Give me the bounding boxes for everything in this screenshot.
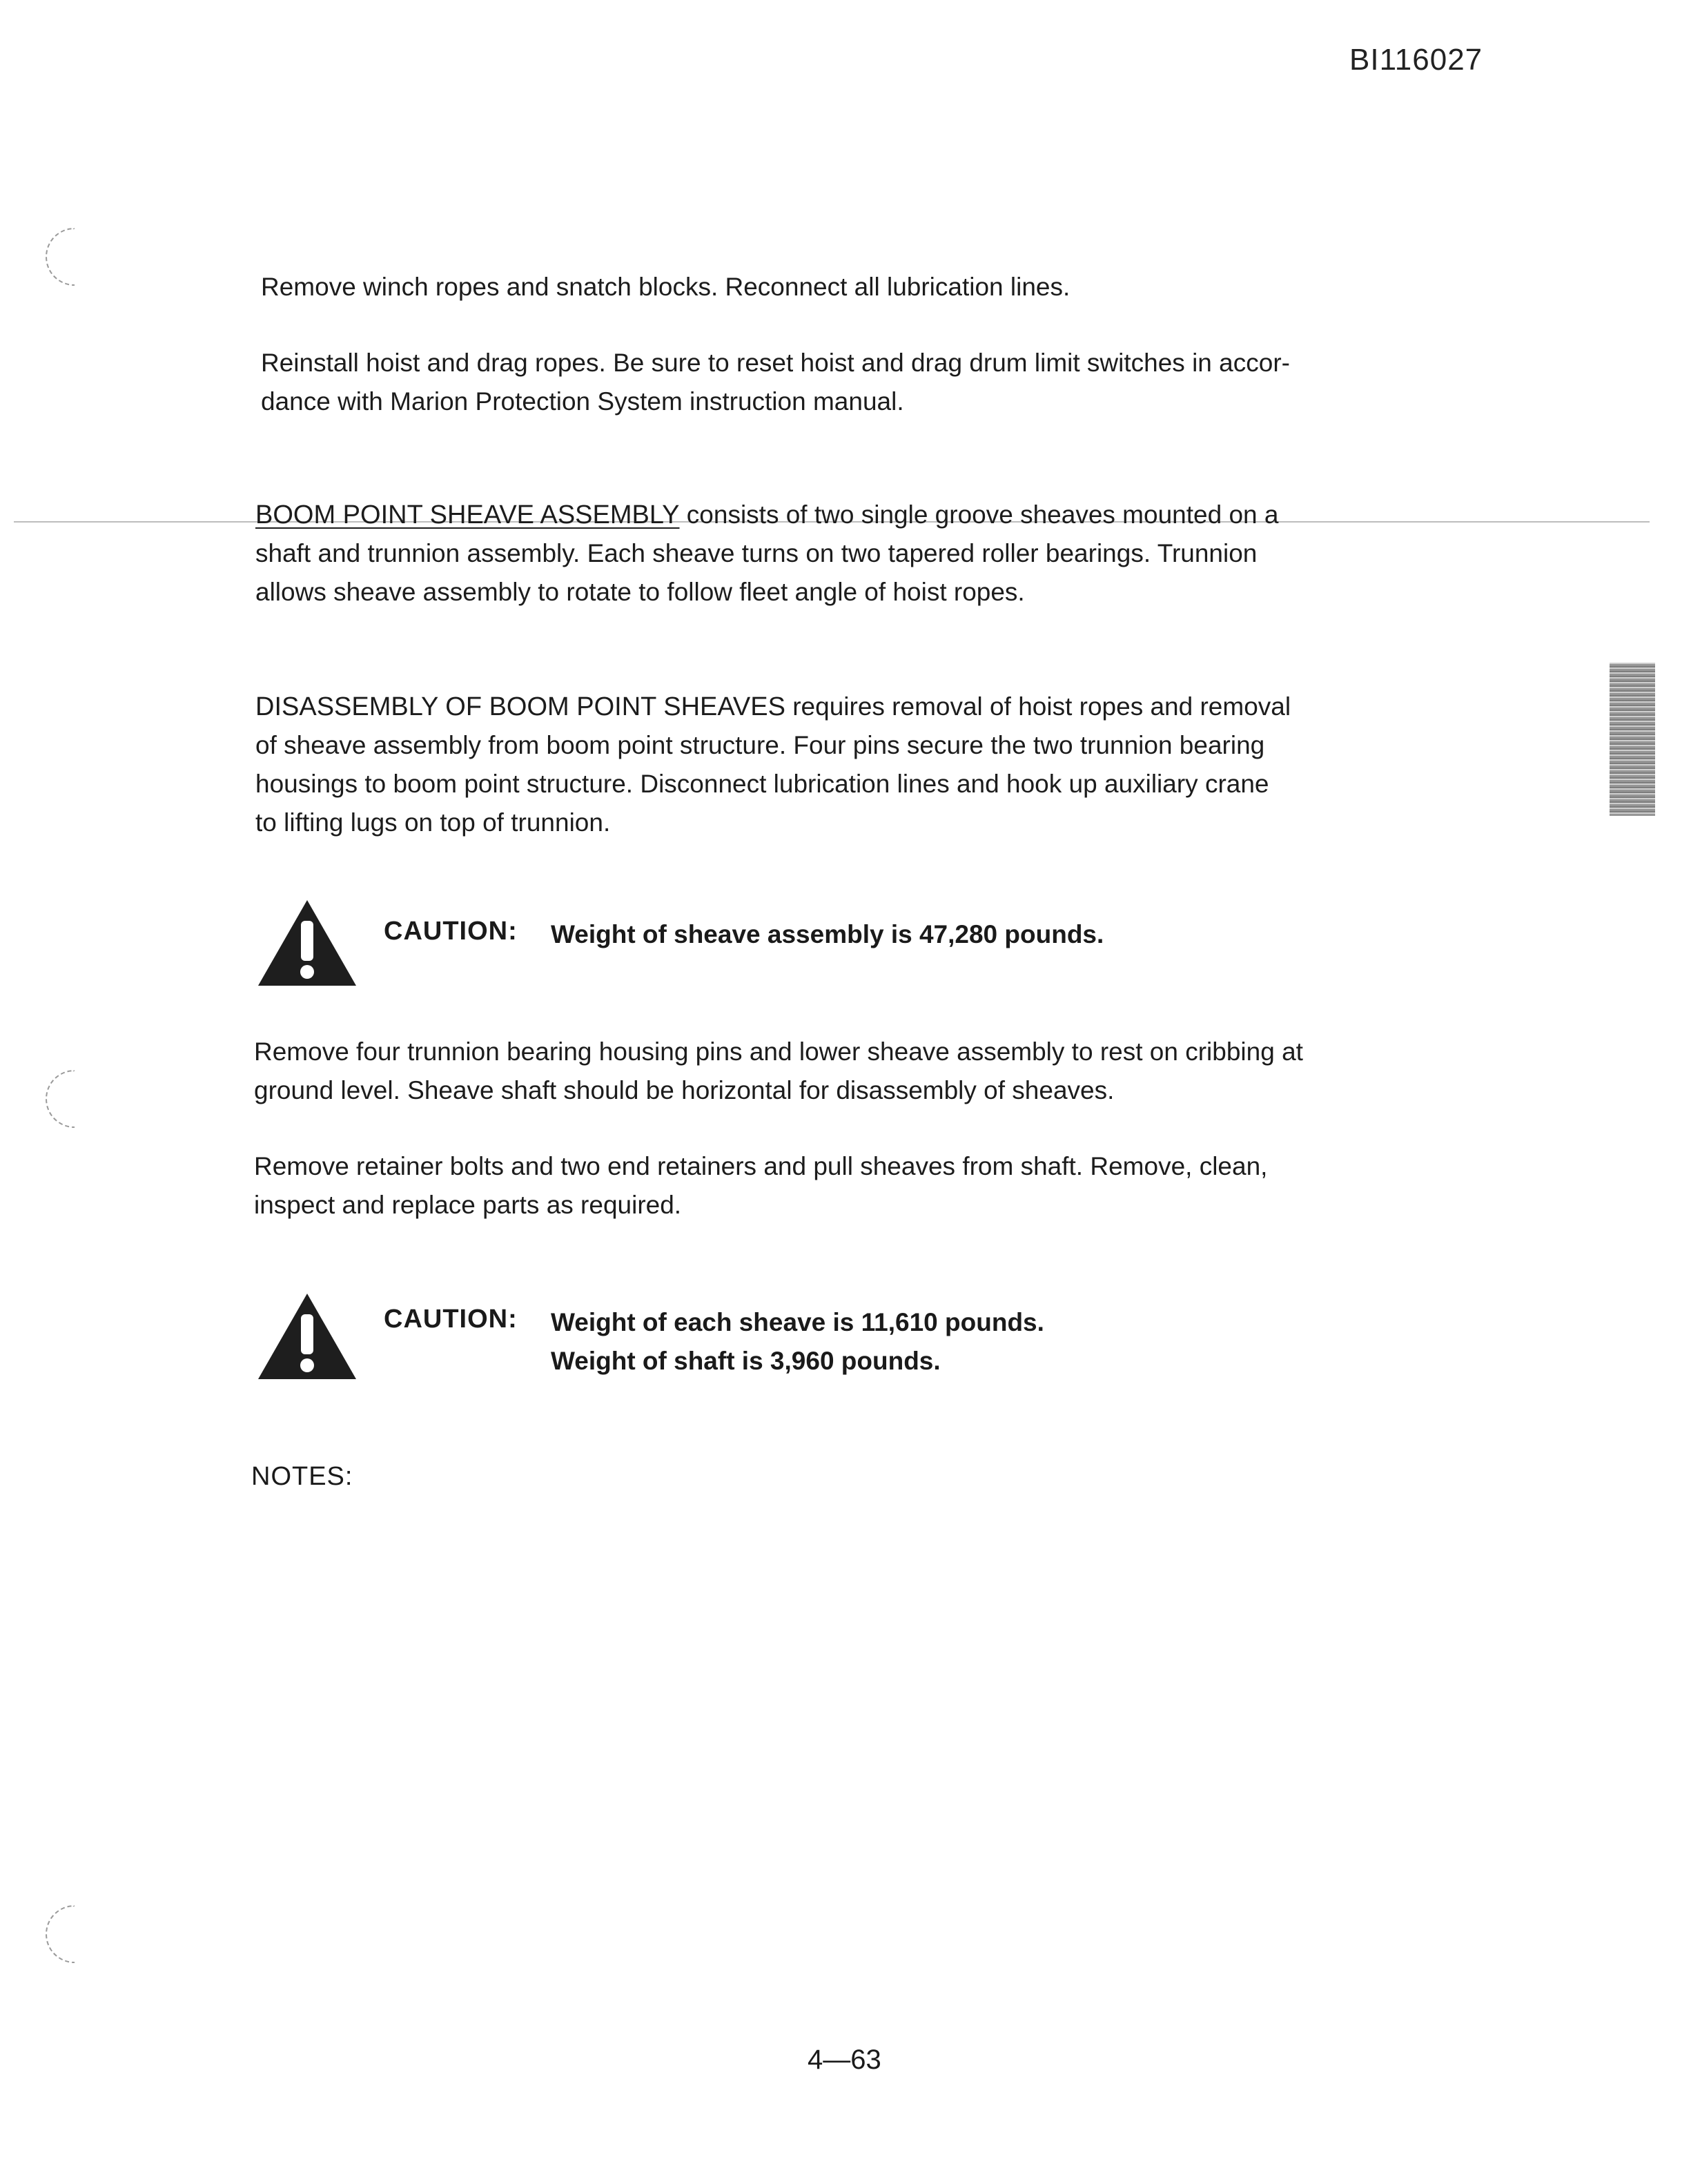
- text-line: shaft and trunnion assembly. Each sheave turns on two tapered roller bearings. Trunnion: [255, 539, 1258, 567]
- binder-hole-bottom: [46, 1905, 75, 1963]
- warning-triangle-icon: [255, 897, 359, 988]
- page-number: 4—63: [808, 2045, 881, 2075]
- text-run: requires removal of hoist ropes and removal: [785, 692, 1291, 721]
- text-line: [255, 496, 1278, 534]
- caution-text-line: Weight of each sheave is 11,610 pounds.: [551, 1308, 1044, 1336]
- text-line: to lifting lugs on top of trunnion.: [255, 808, 611, 837]
- document-id: BI116027: [1349, 43, 1483, 77]
- caution-text-line: Weight of sheave assembly is 47,280 pounds.: [551, 920, 1104, 948]
- text-line: housings to boom point structure. Disconnect lubrication lines and hook up auxiliary crane: [255, 770, 1269, 798]
- binder-hole-top: [46, 228, 75, 286]
- page-edge-tab-mark: [1610, 663, 1655, 816]
- paragraph-boom-point-sheave-assembly: [255, 496, 1278, 612]
- paragraph-disassembly-boom-point-sheaves: [255, 688, 1291, 842]
- caution-block-sheave-assembly: [255, 897, 1429, 994]
- paragraph-remove-trunnion-pins: [254, 1033, 1303, 1110]
- text-line: Remove four trunnion bearing housing pins and lower sheave assembly to rest on cribbing at: [254, 1037, 1303, 1066]
- paragraph-reconnect-lubrication: [261, 268, 1070, 306]
- warning-triangle-icon: [255, 1291, 359, 1382]
- caution-text-line: Weight of shaft is 3,960 pounds.: [551, 1347, 941, 1375]
- text-line: Remove retainer bolts and two end retainers and pull sheaves from shaft. Remove, clean,: [254, 1152, 1268, 1180]
- section-heading-boom-point-sheave-assembly: BOOM POINT SHEAVE ASSEMBLY: [255, 500, 680, 529]
- text-line: Reinstall hoist and drag ropes. Be sure to reset hoist and drag drum limit switches in accor-: [261, 349, 1290, 377]
- caution-label: CAUTION:: [384, 917, 518, 946]
- text-run: consists of two single groove sheaves mounted on a: [679, 500, 1279, 529]
- text-line: ground level. Sheave shaft should be horizontal for disassembly of sheaves.: [254, 1076, 1115, 1104]
- text-line: Remove winch ropes and snatch blocks. Reconnect all lubrication lines.: [261, 273, 1071, 301]
- caution-label: CAUTION:: [384, 1305, 518, 1334]
- text-line: allows sheave assembly to rotate to follow fleet angle of hoist ropes.: [255, 578, 1025, 606]
- text-line: [255, 688, 1291, 726]
- text-line: dance with Marion Protection System instruction manual.: [261, 387, 904, 416]
- text-line: inspect and replace parts as required.: [254, 1191, 682, 1219]
- paragraph-reinstall-ropes: [261, 344, 1290, 421]
- section-heading-disassembly: DISASSEMBLY OF BOOM POINT SHEAVES: [255, 692, 785, 721]
- text-line: of sheave assembly from boom point structure. Four pins secure the two trunnion bearing: [255, 731, 1265, 759]
- caution-block-sheave-and-shaft: [255, 1291, 1429, 1408]
- binder-hole-middle: [46, 1070, 75, 1128]
- notes-label: NOTES:: [251, 1462, 353, 1491]
- paragraph-remove-retainer-bolts: [254, 1147, 1267, 1225]
